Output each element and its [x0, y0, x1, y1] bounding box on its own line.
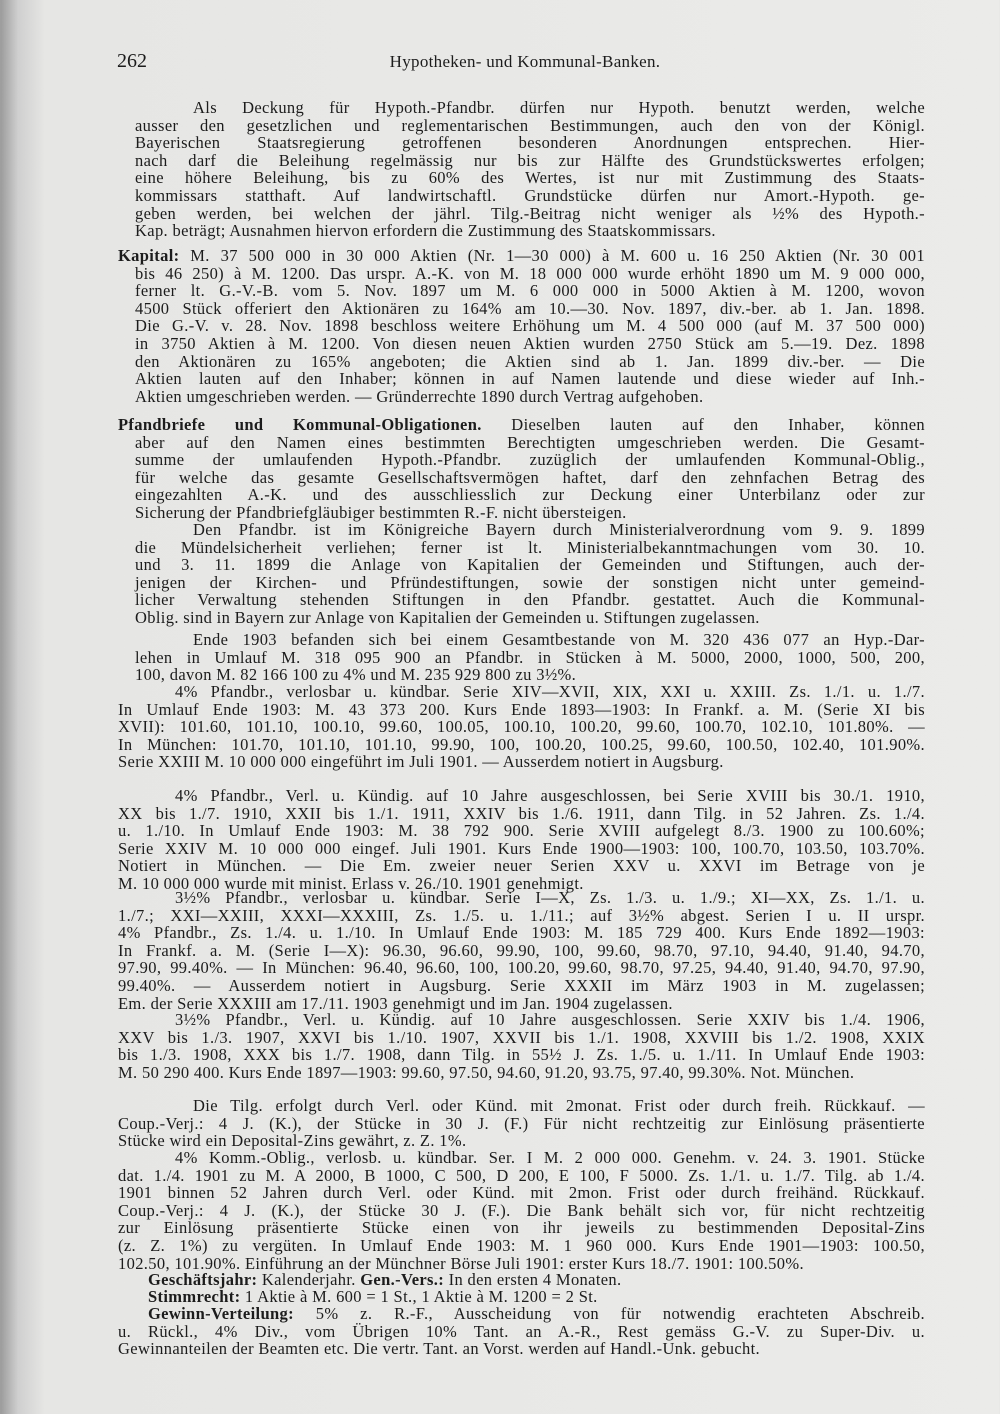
text-line: lehen in Umlauf M. 318 095 900 an Pfandbr. in Stücken à M. 5000, 2000, 1000, 500, 200,: [135, 647, 925, 667]
paragraph: [118, 246, 925, 406]
text-line: ferner lt. G.-V.-B. vom 5. Nov. 1897 um M. 6 000 000 in 5000 Aktien à M. 1200, wovon: [135, 281, 925, 301]
text-segment: In den ersten 4 Monaten.: [444, 1270, 622, 1289]
text-line: Als Deckung für Hypoth.-Pfandbr. dürfen nur Hypoth. benutzt werden, welche: [193, 98, 925, 117]
text-line: licher Verwaltung stehenden Stiftungen in den Pfandbr. gestattet. Auch die Kommunal-: [135, 590, 925, 610]
text-line: 3½% Pfandbr., verlosbar u. kündbar. Serie I—X, Zs. 1./3. u. 1./9.; XI—XX, Zs. 1./1. u.: [175, 888, 925, 907]
text-line: 1901 binnen 52 Jahren durch Verl. oder Künd. mit 2mon. Frist oder durch freihänd. Rückkauf.: [118, 1183, 925, 1203]
text-line: XXV bis 1./3. 1907, XXVI bis 1./10. 1907, XXVII bis 1./1. 1908, XXVIII bis 1./2. 1908, XXIX: [118, 1027, 925, 1047]
paragraph: [118, 683, 925, 771]
text-line: eingezahlten A.-K. und des ausschliesslich zur Deckung einer Unterbilanz oder zur: [135, 485, 925, 505]
text-line: Aktien umgeschrieben werden. — Gründerrechte 1890 durch Vertrag aufgehoben.: [135, 386, 704, 406]
text-line: In Frankf. a. M. (Serie I—X): 96.30, 96.60, 99.90, 100, 99.60, 98.70, 97.10, 94.40, 91.40, 94.70,: [118, 940, 925, 960]
text-line: (z. Z. 1%) zu vergüten. In Umlauf Ende 1903: M. 1 960 000. Kurs Ende 1901—1903: 100.50,: [118, 1235, 925, 1255]
text-line: Serie XXIV M. 10 000 000 eingef. Juli 1901. Kurs Ende 1900—1903: 100, 100.70, 103.50, 103.70%.: [118, 838, 925, 858]
paragraph: [118, 1288, 925, 1306]
paragraph: [118, 1305, 925, 1358]
section-label: Pfandbriefe und Kommunal-Obligationen.: [118, 415, 482, 434]
paragraph: [135, 521, 925, 627]
text-line: [148, 1288, 925, 1306]
text-line: Die G.-V. v. 28. Nov. 1898 beschloss weitere Erhöhung um M. 4 500 000 (auf M. 37 500 000): [135, 316, 925, 336]
text-line: 4500 Stück offeriert den Aktionären zu 164% am 10.—30. Nov. 1897, div.-ber. ab 1. Jan. 1898.: [135, 298, 925, 318]
text-line: [148, 1305, 925, 1323]
text-line: u. Rückl., 4% Div., vom Übrigen 10% Tant. an A.-R., Rest gemäss G.-V. zu Super-Div. u.: [118, 1321, 925, 1341]
text-line: Serie XXIII M. 10 000 000 eingeführt im Juli 1901. — Ausserdem notiert in Augsburg.: [118, 752, 724, 772]
text-line: [118, 416, 925, 434]
text-line: u. 1./10. In Umlauf Ende 1903: M. 38 792 900. Serie XVIII aufgelegt 8./3. 1900 zu 100.60%;: [118, 821, 925, 841]
text-line: bis 46 250) à M. 1200. Das urspr. A.-K. von M. 18 000 000 wurde erhöht 1890 um M. 9 000 000,: [135, 263, 925, 283]
text-line: Stücke wird ein Deposital-Zins gewährt, z. Z. 1%.: [118, 1131, 467, 1151]
text-line: zur Einlösung präsentierte Stücke einen von ihr jeweils zu bestimmenden Deposital-Zins: [118, 1218, 925, 1238]
paragraph: [118, 1097, 925, 1150]
text-segment: Dieselben lauten auf den Inhaber, können: [481, 415, 925, 434]
section-label: Geschäftsjahr:: [148, 1270, 258, 1289]
text-line: Em. der Serie XXXIII am 17./11. 1903 genehmigt und im Jan. 1904 zugelassen.: [118, 993, 673, 1013]
text-line: 1./7.; XXI—XXIII, XXXI—XXXIII, Zs. 1./5. u. 1./11.; auf 3½% abgest. Serien I u. II urspr.: [118, 905, 925, 925]
text-line: 102.50, 101.90%. Einführung an der Münchner Börse Juli 1901: erster Kurs 18./7. 1901: 100.50%.: [118, 1253, 804, 1273]
text-line: für welche das gesamte Gesellschaftsvermögen haftet, darf den zehnfachen Betrag des: [135, 467, 925, 487]
text-line: 4% Komm.-Oblig., verlosb. u. kündbar. Ser. I M. 2 000 000. Genehm. v. 24. 3. 1901. Stücke: [175, 1148, 925, 1167]
text-line: die Mündelsicherheit verliehen; ferner ist lt. Ministerialbekanntmachungen vom 30. 10.: [135, 537, 925, 557]
paragraph: [118, 889, 925, 1012]
text-line: 4% Pfandbr., verlosbar u. kündbar. Serie XIV—XVII, XIX, XXI u. XXIII. Zs. 1./1. u. 1./7.: [175, 682, 925, 701]
text-line: summe der umlaufenden Hypoth.-Pfandbr. zuzüglich der umlaufenden Kommunal-Oblig.,: [135, 450, 925, 470]
paragraph: [118, 1149, 925, 1272]
text-line: XX bis 1./7. 1910, XXII bis 1./1. 1911, XXIV bis 1./6. 1911, dann Tilg. in 52 Jahren. Zs. 1./4.: [118, 803, 925, 823]
text-line: 3½% Pfandbr., Verl. u. Kündig. auf 10 Jahre ausgeschlossen. Serie XXIV bis 1./4. 1906,: [175, 1010, 925, 1029]
page-number: 262: [117, 50, 147, 72]
text-line: geben werden, bei welchen der jährl. Tilg.-Beitrag nicht weniger als ½% des Hypoth.-: [135, 203, 925, 223]
text-line: Oblig. sind in Bayern zur Anlage von Kapitalien der Gemeinden u. Stiftungen zugelassen.: [135, 607, 760, 627]
text-line: Ende 1903 befanden sich bei einem Gesamtbestande von M. 320 436 077 an Hyp.-Dar-: [193, 630, 925, 649]
text-line: M. 50 290 400. Kurs Ende 1897—1903: 99.60, 97.50, 94.60, 91.20, 93.75, 97.40, 99.30%. Not. München.: [118, 1062, 855, 1082]
text-line: In Umlauf Ende 1903: M. 43 373 200. Kurs Ende 1893—1903: In Frankf. a. M. (Serie XI bis: [118, 699, 925, 719]
section-label: Gewinn-Verteilung:: [148, 1304, 294, 1323]
text-segment: 1 Aktie à M. 600 = 1 St., 1 Aktie à M. 1200 = 2 St.: [240, 1287, 598, 1306]
text-line: den Aktionären zu 165% angeboten; die Aktien sind ab 1. Jan. 1899 div.-ber. — Die: [135, 351, 925, 371]
paragraph: [118, 1011, 925, 1081]
section-label: Stimmrecht:: [148, 1287, 241, 1306]
paragraph: [118, 1271, 925, 1289]
text-line: Kap. beträgt; Ausnahmen hiervon erfordern die Zustimmung des Staatskommissars.: [135, 221, 716, 241]
text-line: Notiert in München. — Die Em. zweier neuer Serien XXV u. XXVI im Betrage von je: [118, 856, 925, 876]
section-label: Kapital:: [118, 246, 180, 265]
text-line: in 3750 Aktien à M. 1200. Von diesen neuen Aktien wurden 2750 Stück am 5.—19. Dez. 1898: [135, 333, 925, 353]
paragraph: [118, 415, 925, 522]
text-line: XVII): 101.60, 101.10, 100.10, 99.60, 100.05, 100.10, 100.20, 99.60, 100.70, 102.10, 101.80%. —: [118, 717, 925, 737]
text-line: Den Pfandbr. ist im Königreiche Bayern durch Ministerialverordnung vom 9. 9. 1899: [193, 520, 925, 539]
text-line: 4% Pfandbr., Verl. u. Kündig. auf 10 Jahre ausgeschlossen, bei Serie XVIII bis 30./1. 1910,: [175, 786, 925, 805]
text-line: jenigen der Kirchen- und Pfründestiftungen, sowie der sonstigen nicht unter gemeind-: [135, 572, 925, 592]
paragraph: [118, 787, 925, 893]
text-line: Die Tilg. erfolgt durch Verl. oder Künd. mit 2monat. Frist oder durch freih. Rückkauf. —: [193, 1096, 925, 1115]
text-line: [148, 1271, 925, 1289]
text-line: In München: 101.70, 101.10, 101.10, 99.90, 100, 100.20, 100.25, 99.60, 100.50, 102.40, 101.90%.: [118, 734, 925, 754]
text-line: Coup.-Verj.: 4 J. (K.), der Stücke 30 J. (F.). Die Bank behält sich vor, für nicht rechtzeitig: [118, 1200, 925, 1220]
section-label: Gen.-Vers.:: [360, 1270, 445, 1289]
text-line: [118, 247, 925, 265]
text-line: Sicherung der Pfandbriefgläubiger bestimmten R.-F. nicht übersteigen.: [135, 502, 627, 522]
text-line: aber auf den Namen eines bestimmten Berechtigten umgeschrieben werden. Die Gesamt-: [135, 432, 925, 452]
text-line: 4% Pfandbr., Zs. 1./4. u. 1./10. In Umlauf Ende 1903: M. 185 729 400. Kurs Ende 1892—1903:: [118, 923, 925, 943]
text-line: ausser den gesetzlichen und reglementarischen Bestimmungen, auch den von der Königl.: [135, 115, 925, 135]
text-line: Coup.-Verj.: 4 J. (K.), der Stücke in 30 J. (F.) Für nicht rechtzeitig zur Einlösung präsentierte: [118, 1113, 925, 1133]
text-segment: M. 37 500 000 in 30 000 Aktien (Nr. 1—30 000) à M. 600 u. 16 250 Aktien (Nr. 30 001: [179, 246, 925, 265]
text-line: Aktien lauten auf den Inhaber; können in auf Namen lautende und diese wieder auf Inh.-: [135, 369, 925, 389]
text-line: bis 1./3. 1908, XXX bis 1./7. 1908, dann Tilg. in 55½ J. Zs. 1./5. u. 1./11. In Umlauf Ende 1903:: [118, 1045, 925, 1065]
text-segment: 5% z. R.-F., Ausscheidung von für notwendig erachteten Abschreib.: [293, 1304, 925, 1323]
text-line: 99.40%. — Ausserdem notiert in Augsburg. Serie XXXII im März 1903 in M. zugelassen;: [118, 975, 925, 995]
text-line: dat. 1./4. 1901 zu M. A 2000, B 1000, C 500, D 200, E 100, F 5000. Zs. 1./1. u. 1./7. Tilg. ab 1./4.: [118, 1165, 925, 1185]
text-line: Bayerischen Staatsregierung getroffenen besonderen Anordnungen entsprechen. Hier-: [135, 133, 925, 153]
paragraph: [135, 99, 925, 240]
text-line: Gewinnanteilen der Beamten etc. Die vertr. Tant. an Vorst. werden auf Handl.-Unk. gebucht.: [118, 1339, 761, 1359]
text-line: M. 10 000 000 wurde mit minist. Erlass v. 26./10. 1901 genehmigt.: [118, 873, 584, 893]
text-line: 97.90, 99.40%. — In München: 96.40, 96.60, 100, 100.20, 99.60, 98.70, 97.25, 94.40, 91.40, 94.70, 97.90,: [118, 958, 925, 978]
text-line: kommissars statthaft. Auf landwirtschaftl. Grundstücke dürfen nur Amort.-Hypoth. ge-: [135, 185, 925, 205]
text-line: und 3. 11. 1899 die Anlage von Kapitalien der Gemeinden und Stiftungen, auch der-: [135, 555, 925, 575]
paragraph: [135, 631, 925, 684]
text-line: eine höhere Beleihung, bis zu 60% des Wertes, ist nur mit Zustimmung des Staats-: [135, 168, 925, 188]
running-title: Hypotheken- und Kommunal-Banken.: [389, 52, 661, 71]
text-segment: Kalenderjahr.: [257, 1270, 361, 1289]
text-line: 100, davon M. 82 166 100 zu 4% und M. 235 929 800 zu 3½%.: [135, 665, 577, 685]
text-line: nach darf die Beleihung regelmässig nur bis zur Hälfte des Grundstückswertes erfolgen;: [135, 150, 925, 170]
